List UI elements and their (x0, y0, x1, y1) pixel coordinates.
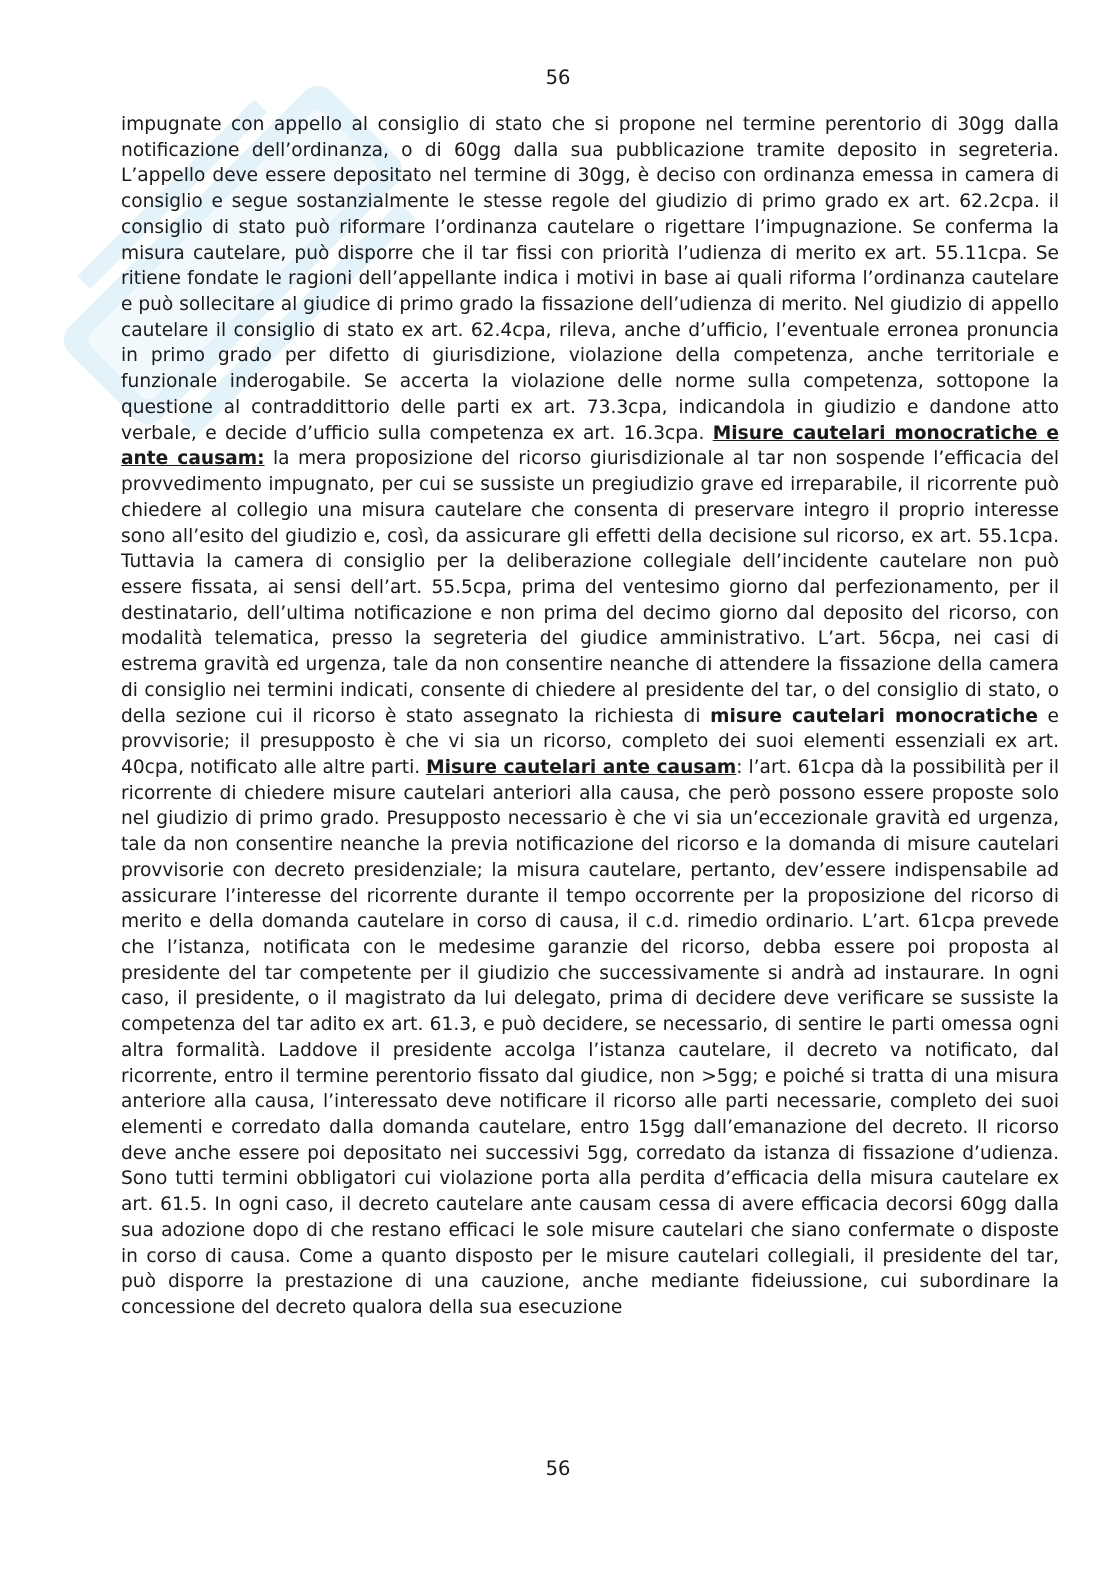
paragraph-text: e provvisorie; il presupposto è che vi sia un ricorso, completo dei suoi elementi essenziali ex art. 40cpa, notificato alle altre parti. (121, 705, 1059, 778)
bold-term: misure cautelari monocratiche (710, 705, 1038, 727)
body-text (121, 112, 1059, 1321)
paragraph-text: : l’art. 61cpa dà la possibilità per il ricorrente di chiedere misure cautelari anteriori alla causa, che però possono essere proposte solo nel giudizio di primo grado. Presupposto necessario è che vi sia un’eccezionale gravità ed urgenza, tale da non consentire neanche la previa notificazione del ricorso e la domanda di misure cautelari provvisorie con decreto presidenziale; la misura cautelare, pertanto, dev’essere indispensabile ad assicurare l’interesse del ricorrente durante il tempo occorrente per la proposizione del ricorso di merito e della domanda cautelare in corso di causa, il c.d. rimedio ordinario. L’art. 61cpa prevede che l’istanza, notificata con le medesime garanzie del ricorso, debba essere poi proposta al presidente del tar competente per il giudizio che successivamente si andrà ad instaurare. In ogni caso, il presidente, o il magistrato da lui delegato, prima di decidere deve verificare se sussiste la competenza del tar adito ex art. 61.3, e può decidere, se necessario, di sentire le parti omessa ogni altra formalità. Laddove il presidente accolga l’istanza cautelare, il decreto va notificato, dal ricorrente, entro il termine perentorio fissato dal giudice, non >5gg; e poiché si tratta di una misura anteriore alla causa, l’interessato deve notificare il ricorso alle parti necessarie, completo dei suoi elementi e corredato dalla domanda cautelare, entro 15gg dall’emanazione del decreto. Il ricorso deve anche essere poi depositato nei successivi 5gg, corredato da istanza di fissazione d’udienza. Sono tutti termini obbligatori cui violazione porta alla perdita d’efficacia della misura cautelare ex art. 61.5. In ogni caso, il decreto cautelare ante causam cessa di avere efficacia decorsi 60gg dalla sua adozione dopo di che restano efficaci le sole misure cautelari che siano confermate o disposte in corso di causa. Come a quanto disposto per le misure cautelari collegiali, il presidente del tar, può disporre la prestazione di una cauzione, anche mediante fideiussione, cui subordinare la concessione del decreto qualora della sua esecuzione (121, 756, 1060, 1319)
section-heading-monocratiche: Misure cautelari monocratiche e ante causam: (121, 422, 1059, 470)
section-heading-ante-causam: Misure cautelari ante causam (426, 756, 737, 778)
page-number-top: 56 (545, 66, 571, 89)
page-number-bottom: 56 (545, 1457, 571, 1480)
paragraph-text: la mera proposizione del ricorso giurisdizionale al tar non sospende l’efficacia del provvedimento impugnato, per cui se sussiste un pregiudizio grave ed irreparabile, il ricorrente può chiedere al collegio una misura cautelare che consenta di preservare integro il proprio interesse sono all’esito del giudizio e, così, da assicurare gli effetti della decisione sul ricorso, ex art. 55.1cpa. Tuttavia la camera di consiglio per la deliberazione collegiale dell’incidente cautelare non può essere fissata, ai sensi dell’art. 55.5cpa, prima del ventesimo giorno dal perfezionamento, per il destinatario, dell’ultima notificazione e non prima del decimo giorno dal deposito del ricorso, con modalità telematica, presso la segreteria del giudice amministrativo. L’art. 56cpa, nei casi di estrema gravità ed urgenza, tale da non consentire neanche di attendere la fissazione della camera di consiglio nei termini indicati, consente di chiedere al presidente del tar, o del consiglio di stato, o della sezione cui il ricorso è stato assegnato la richiesta di (121, 448, 1059, 727)
paragraph-text: impugnate con appello al consiglio di stato che si propone nel termine perentorio di 30gg dalla notificazione dell’ordinanza, o di 60gg dalla sua pubblicazione tramite deposito in segreteria. L’appello deve essere depositato nel termine di 30gg, è deciso con ordinanza emessa in camera di consiglio e segue sostanzialmente le stesse regole del giudizio di primo grado ex art. 62.2cpa. il consiglio di stato può riformare l’ordinanza cautelare o rigettare l’impugnazione. Se conferma la misura cautelare, può disporre che il tar fissi con priorità l’udienza di merito ex art. 55.11cpa. Se ritiene fondate le ragioni dell’appellante indica i motivi in base ai quali riforma l’ordinanza cautelare e può sollecitare al giudice di primo grado la fissazione dell’udienza di merito. Nel giudizio di appello cautelare il consiglio di stato ex art. 62.4cpa, rileva, anche d’ufficio, l’eventuale erronea pronuncia in primo grado per difetto di giurisdizione, violazione della competenza, anche territoriale e funzionale inderogabile. Se accerta la violazione delle norme sulla competenza, sottopone la questione al contraddittorio delle parti ex art. 73.3cpa, indicandola in giudizio e dandone atto verbale, e decide d’ufficio sulla competenza ex art. 16.3cpa. (121, 114, 1060, 444)
